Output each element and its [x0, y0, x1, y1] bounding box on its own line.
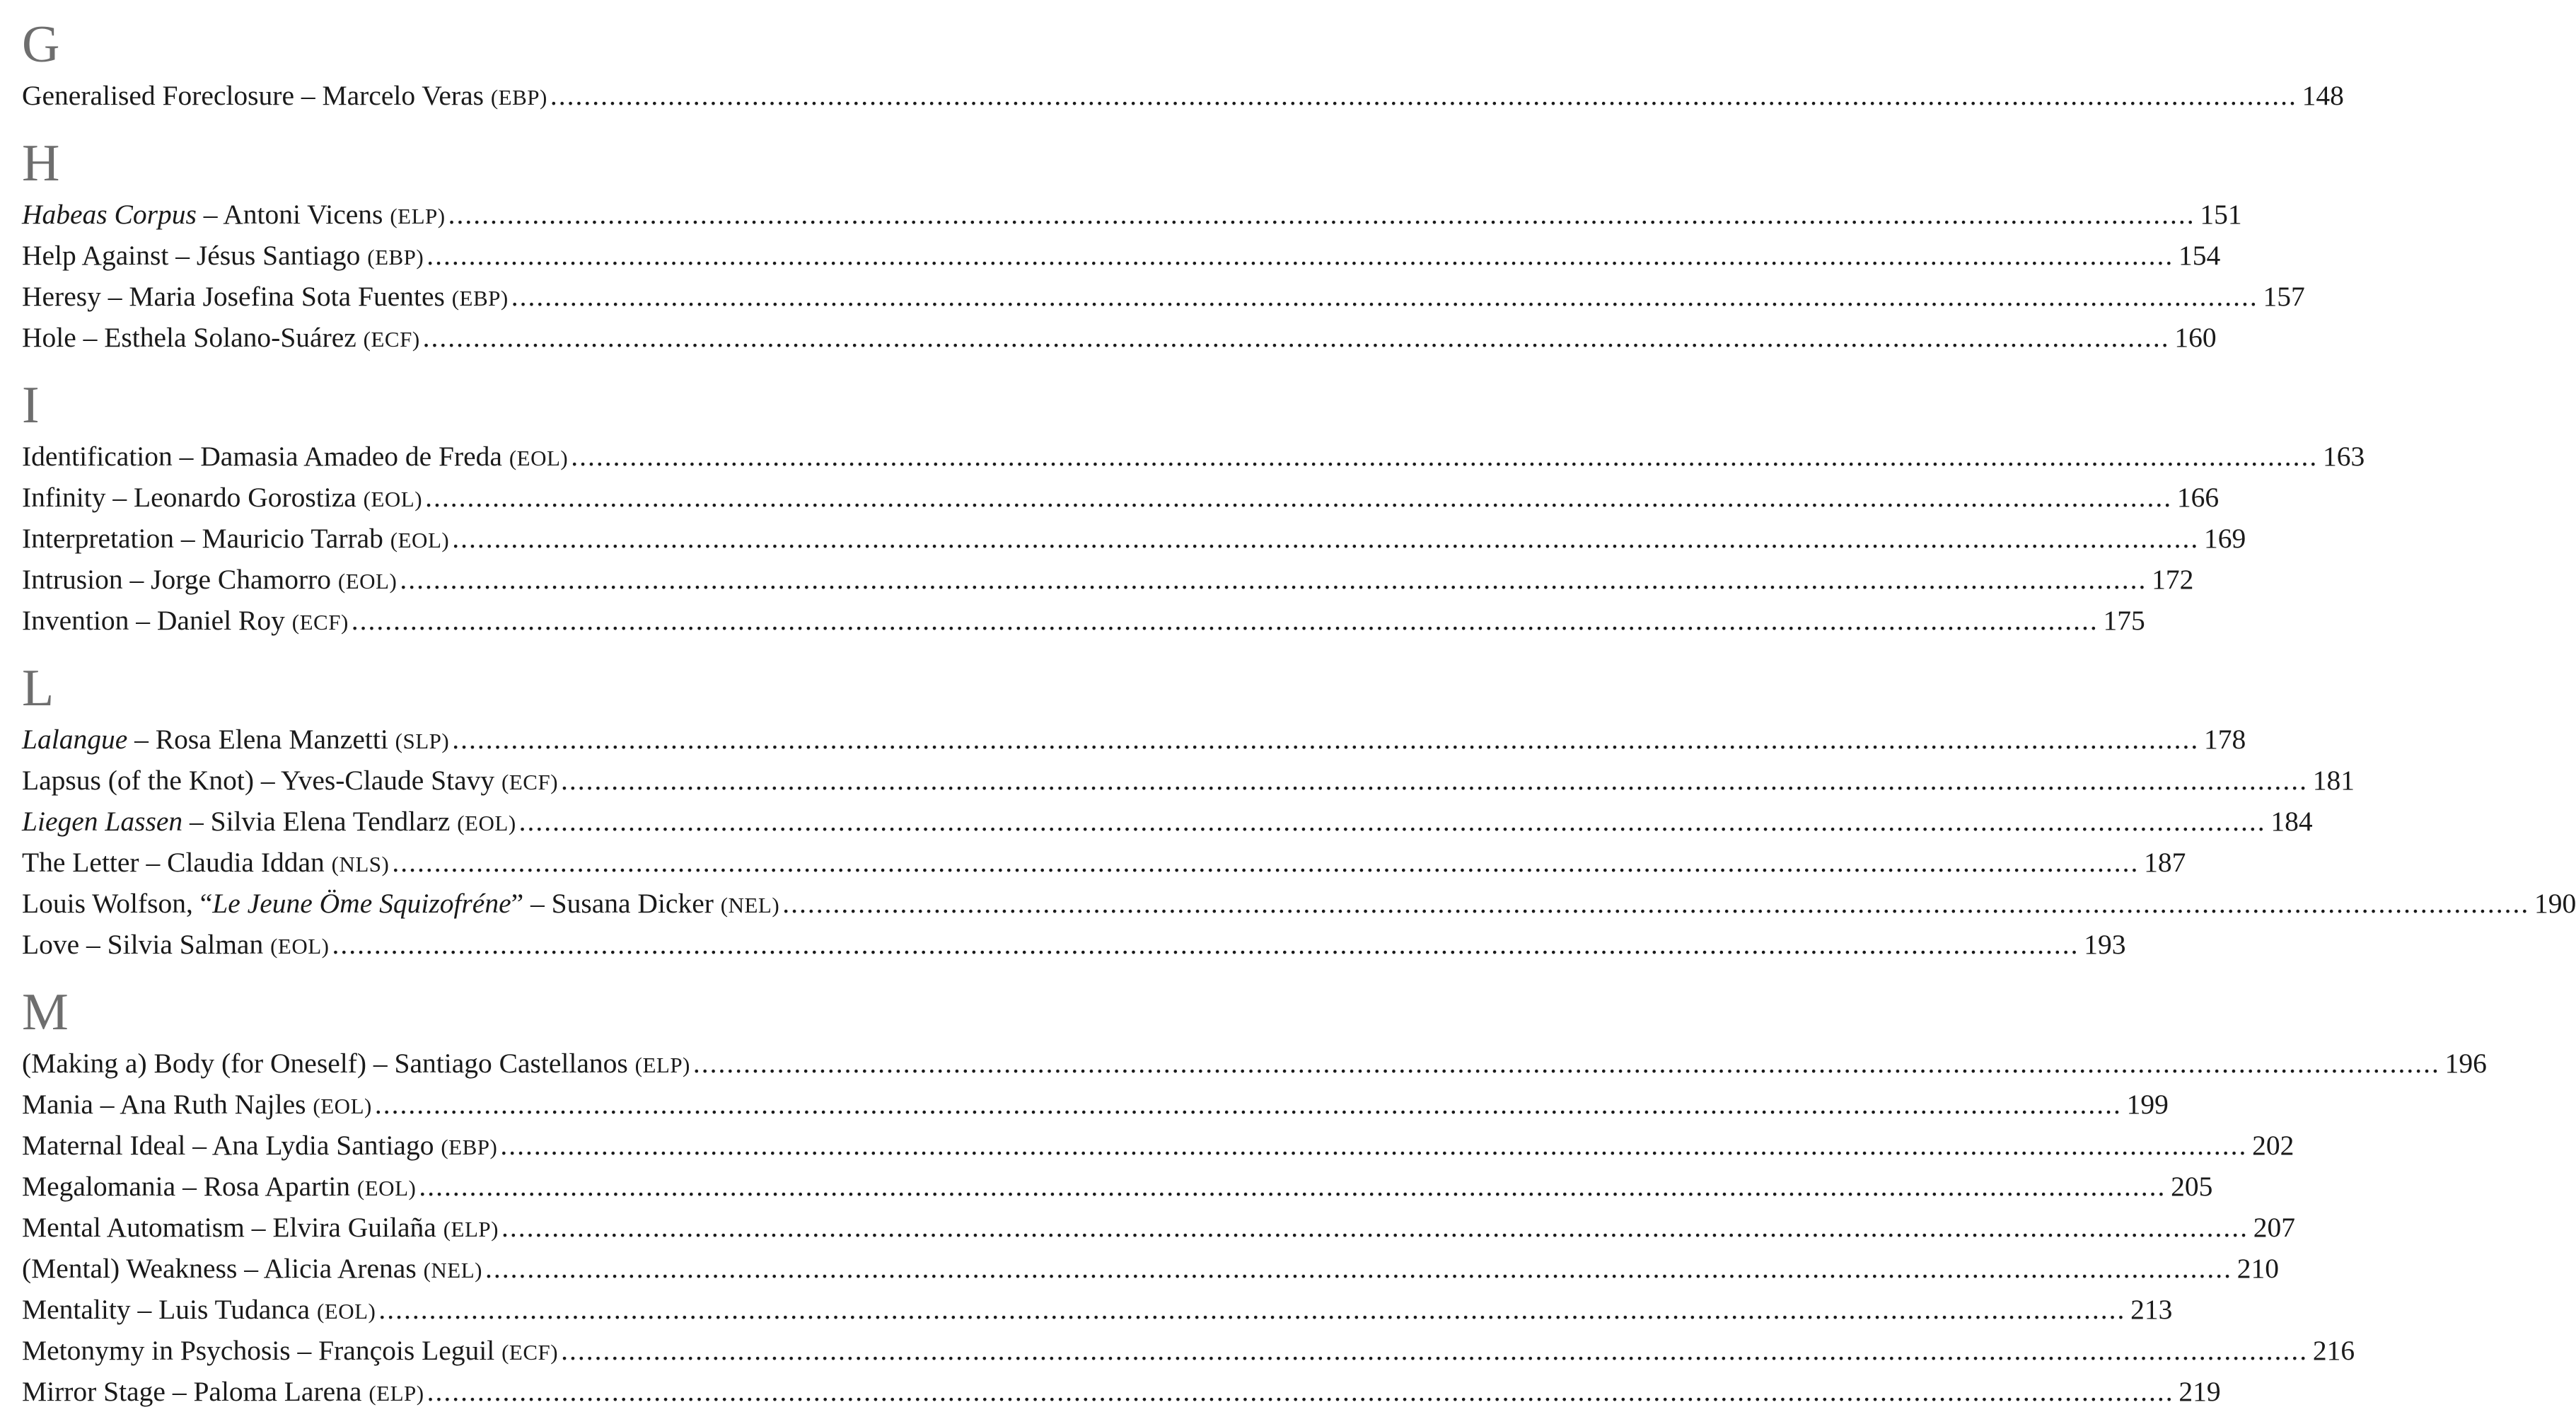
entry-text: [22, 317, 420, 360]
entry-title: Love: [22, 929, 80, 960]
dot-leader: ................................................................................................................................................................................................................: [511, 281, 2258, 312]
entry-school: (EBP): [451, 286, 509, 311]
toc-entry[interactable]: [22, 276, 2305, 317]
entry-author: Claudia Iddan: [167, 847, 325, 878]
entry-text: [22, 518, 449, 561]
toc-entry[interactable]: [22, 1207, 2295, 1248]
toc-entry[interactable]: [22, 883, 2576, 924]
entry-separator: –: [105, 482, 134, 513]
entry-title-suffix: ”: [511, 888, 524, 919]
entry-school: (EOL): [270, 934, 330, 959]
entry-text: [22, 276, 509, 319]
table-of-contents: [22, 0, 2576, 1412]
entry-author: Ana Ruth Najles: [120, 1089, 306, 1120]
dot-leader: ................................................................................................................................................................................................................: [571, 441, 2319, 472]
dot-leader: ................................................................................................................................................................................................................: [561, 765, 2309, 796]
entry-title: Mania: [22, 1089, 93, 1120]
entry-separator: –: [139, 847, 168, 878]
toc-entry[interactable]: [22, 436, 2365, 477]
entry-title: Heresy: [22, 281, 101, 312]
section-i: [22, 376, 2365, 641]
entry-school: (ELP): [634, 1053, 690, 1077]
entry-title: Megalomania: [22, 1171, 176, 1202]
entry-author: Damasia Amadeo de Freda: [200, 441, 502, 472]
dot-leader: ................................................................................................................................................................................................................: [425, 482, 2173, 513]
entry-separator: –: [244, 1212, 273, 1243]
entry-text: [22, 1166, 416, 1209]
entry-author: Esthela Solano-Suárez: [104, 322, 356, 353]
entry-school: (EOL): [363, 487, 423, 511]
entry-page-number: 210: [2236, 1253, 2279, 1284]
entry-separator: –: [129, 605, 157, 636]
toc-entry[interactable]: [22, 1084, 2169, 1125]
entry-text: [22, 1330, 558, 1373]
entry-author: Daniel Roy: [156, 605, 285, 636]
entry-page-number: 178: [2204, 724, 2246, 755]
entry-title: Metonymy in Psychosis: [22, 1335, 291, 1366]
entry-separator: –: [523, 888, 552, 919]
entry-separator: –: [175, 1171, 204, 1202]
entry-school: (EOL): [356, 1176, 417, 1200]
entry-separator: –: [366, 1048, 395, 1079]
entry-school: (ELP): [369, 1381, 424, 1406]
dot-leader: ................................................................................................................................................................................................................: [332, 929, 2079, 960]
dot-leader: ................................................................................................................................................................................................................: [485, 1253, 2232, 1284]
entry-author: Susana Dicker: [551, 888, 714, 919]
entry-school: (EOL): [316, 1299, 376, 1324]
entry-author: Ana Lydia Santiago: [211, 1130, 434, 1161]
toc-entry[interactable]: [22, 1248, 2279, 1289]
entry-author: Mauricio Tarrab: [202, 523, 383, 554]
toc-entry[interactable]: [22, 1043, 2487, 1084]
entry-separator: –: [185, 1130, 212, 1161]
section-letter: H: [22, 134, 60, 192]
toc-entry[interactable]: [22, 1125, 2294, 1166]
toc-entry[interactable]: [22, 1330, 2355, 1371]
entry-text: [22, 1289, 376, 1332]
entry-school: (ELP): [443, 1217, 499, 1241]
entry-separator: –: [79, 929, 108, 960]
entry-separator: –: [172, 441, 201, 472]
dot-leader: ................................................................................................................................................................................................................: [550, 80, 2297, 111]
entry-page-number: 151: [2200, 199, 2242, 230]
dot-leader: ................................................................................................................................................................................................................: [400, 564, 2147, 595]
entry-text: [22, 600, 349, 643]
entry-text: [22, 1248, 482, 1291]
dot-leader: ................................................................................................................................................................................................................: [392, 847, 2140, 878]
entry-school: (ECF): [363, 327, 420, 352]
entry-author: Maria Josefina Sota Fuentes: [129, 281, 445, 312]
dot-leader: ................................................................................................................................................................................................................: [351, 605, 2099, 636]
entry-author: Luis Tudanca: [158, 1294, 311, 1325]
entry-author: Silvia Elena Tendlarz: [210, 806, 451, 837]
entry-title: Infinity: [22, 482, 106, 513]
dot-leader: ................................................................................................................................................................................................................: [427, 240, 2174, 271]
entry-title-italic: Le Jeune Öme Squizofréne: [212, 888, 511, 919]
entry-page-number: 190: [2534, 888, 2576, 919]
entry-school: (NEL): [423, 1258, 482, 1283]
entry-page-number: 199: [2126, 1089, 2169, 1120]
entry-page-number: 163: [2322, 441, 2365, 472]
entry-page-number: 219: [2178, 1376, 2221, 1407]
entry-page-number: 160: [2174, 322, 2217, 353]
entry-school: (EOL): [390, 528, 450, 552]
entry-separator: –: [100, 281, 129, 312]
toc-entry[interactable]: [22, 600, 2145, 641]
entry-page-number: 172: [2152, 564, 2194, 595]
entry-school: (NLS): [331, 852, 390, 876]
entry-title: Mental Automatism: [22, 1212, 245, 1243]
entry-text: [22, 842, 389, 885]
entry-school: (EBP): [490, 85, 547, 110]
entry-text: [22, 883, 779, 926]
entry-separator: –: [122, 564, 151, 595]
entry-page-number: 216: [2312, 1335, 2355, 1366]
entry-author: Paloma Larena: [193, 1376, 362, 1407]
section-m: [22, 983, 2487, 1412]
entry-text: [22, 194, 446, 237]
entry-separator: –: [294, 80, 323, 111]
toc-entry[interactable]: [22, 1371, 2221, 1412]
section-letter: I: [22, 376, 40, 434]
entry-page-number: 202: [2252, 1130, 2294, 1161]
entry-text: [22, 1371, 424, 1414]
toc-entry[interactable]: [22, 477, 2220, 518]
entry-text: [22, 1125, 497, 1168]
entry-author: Antoni Vicens: [223, 199, 383, 230]
entry-separator: –: [130, 1294, 159, 1325]
entry-text: [22, 719, 449, 762]
entry-text: [22, 559, 397, 602]
entry-school: (SLP): [395, 729, 450, 753]
entry-separator: –: [254, 765, 282, 796]
entry-page-number: 166: [2176, 482, 2220, 513]
toc-entry[interactable]: [22, 842, 2186, 883]
entry-title: Liegen Lassen: [22, 806, 183, 837]
entry-author: Elvira Guilaña: [272, 1212, 436, 1243]
entry-page-number: 175: [2103, 605, 2145, 636]
entry-school: (EBP): [441, 1135, 498, 1159]
entry-school: (ECF): [291, 610, 349, 635]
toc-entry[interactable]: [22, 559, 2194, 600]
entry-author: Rosa Elena Manzetti: [155, 724, 388, 755]
entry-title: Mentality: [22, 1294, 131, 1325]
entry-text: [22, 1207, 499, 1250]
entry-text: [22, 477, 422, 520]
entry-school: (EOL): [457, 811, 516, 835]
entry-author: Silvia Salman: [107, 929, 264, 960]
entry-title: (Mental) Weakness: [22, 1253, 238, 1284]
entry-title: Intrusion: [22, 564, 123, 595]
entry-author: Santiago Castellanos: [394, 1048, 628, 1079]
entry-separator: –: [196, 199, 224, 230]
toc-entry[interactable]: [22, 1289, 2173, 1330]
toc-entry[interactable]: [22, 518, 2246, 559]
entry-separator: –: [168, 240, 197, 271]
dot-leader: ................................................................................................................................................................................................................: [561, 1335, 2309, 1366]
entry-title: Habeas Corpus: [22, 199, 197, 230]
entry-page-number: 187: [2144, 847, 2186, 878]
toc-entry[interactable]: [22, 194, 2242, 235]
toc-entry[interactable]: [22, 719, 2246, 760]
entry-page-number: 157: [2263, 281, 2305, 312]
toc-entry[interactable]: [22, 1166, 2213, 1207]
toc-entry[interactable]: [22, 924, 2126, 965]
entry-page-number: 213: [2130, 1294, 2173, 1325]
entry-title: Hole: [22, 322, 76, 353]
entry-author: Jorge Chamorro: [151, 564, 332, 595]
entry-separator: –: [76, 322, 105, 353]
entry-separator: –: [127, 724, 156, 755]
entry-page-number: 193: [2084, 929, 2126, 960]
entry-author: François Leguil: [318, 1335, 495, 1366]
entry-page-number: 207: [2253, 1212, 2295, 1243]
entry-page-number: 154: [2178, 240, 2221, 271]
entry-title: Lalangue: [22, 724, 128, 755]
dot-leader: ................................................................................................................................................................................................................: [782, 888, 2530, 919]
entry-text: [22, 924, 329, 967]
entry-text: [22, 436, 568, 479]
entry-separator: –: [182, 806, 211, 837]
entry-title: Invention: [22, 605, 129, 636]
dot-leader: ................................................................................................................................................................................................................: [378, 1294, 2126, 1325]
entry-separator: –: [237, 1253, 264, 1284]
entry-text: [22, 235, 424, 278]
dot-leader: ................................................................................................................................................................................................................: [518, 806, 2266, 837]
entry-title: The Letter: [22, 847, 139, 878]
dot-leader: ................................................................................................................................................................................................................: [427, 1376, 2174, 1407]
entry-separator: –: [165, 1376, 194, 1407]
entry-school: (EBP): [367, 245, 424, 270]
toc-entry[interactable]: [22, 235, 2221, 276]
entry-title: Mirror Stage: [22, 1376, 166, 1407]
section-letter: L: [22, 659, 54, 717]
entry-text: [22, 801, 516, 844]
toc-entry[interactable]: [22, 760, 2355, 801]
entry-author: Yves-Claude Stavy: [281, 765, 495, 796]
entry-title: Help Against: [22, 240, 169, 271]
entry-page-number: 205: [2171, 1171, 2213, 1202]
toc-entry[interactable]: [22, 75, 2344, 116]
section-l: [22, 659, 2576, 965]
entry-text: [22, 75, 547, 118]
entry-page-number: 196: [2444, 1048, 2487, 1079]
entry-author: Leonardo Gorostiza: [133, 482, 356, 513]
entry-page-number: 169: [2203, 523, 2246, 554]
entry-title: Lapsus (of the Knot): [22, 765, 254, 796]
entry-page-number: 184: [2270, 806, 2313, 837]
dot-leader: ................................................................................................................................................................................................................: [448, 199, 2195, 230]
toc-entry[interactable]: [22, 317, 2217, 358]
dot-leader: ................................................................................................................................................................................................................: [692, 1048, 2440, 1079]
entry-author: Jésus Santiago: [196, 240, 361, 271]
entry-title: Identification: [22, 441, 173, 472]
entry-text: [22, 1084, 372, 1127]
entry-school: (ELP): [390, 204, 446, 228]
dot-leader: ................................................................................................................................................................................................................: [374, 1089, 2122, 1120]
dot-leader: ................................................................................................................................................................................................................: [452, 523, 2200, 554]
entry-separator: –: [290, 1335, 319, 1366]
dot-leader: ................................................................................................................................................................................................................: [419, 1171, 2166, 1202]
entry-title: Maternal Ideal: [22, 1130, 186, 1161]
entry-title-prefix: Louis Wolfson, “: [22, 888, 213, 919]
entry-title: Interpretation: [22, 523, 174, 554]
entry-text: [22, 1043, 690, 1086]
entry-title: Generalised Foreclosure: [22, 80, 294, 111]
entry-separator: –: [93, 1089, 120, 1120]
entry-school: (ECF): [501, 1340, 559, 1365]
entry-page-number: 181: [2312, 765, 2355, 796]
entry-school: (EOL): [313, 1094, 372, 1118]
entry-title: (Making a) Body (for Oneself): [22, 1048, 367, 1079]
entry-school: (EOL): [337, 569, 398, 594]
entry-author: Alicia Arenas: [263, 1253, 417, 1284]
section-g: [22, 16, 2344, 116]
section-letter: M: [22, 983, 69, 1041]
entry-school: (NEL): [720, 893, 780, 918]
section-letter: G: [22, 16, 60, 74]
dot-leader: ................................................................................................................................................................................................................: [452, 724, 2200, 755]
entry-author: Marcelo Veras: [322, 80, 484, 111]
dot-leader: ................................................................................................................................................................................................................: [500, 1130, 2248, 1161]
entry-page-number: 148: [2302, 80, 2344, 111]
entry-school: (EOL): [509, 446, 569, 470]
dot-leader: ................................................................................................................................................................................................................: [501, 1212, 2249, 1243]
entry-separator: –: [173, 523, 202, 554]
entry-author: Rosa Apartin: [203, 1171, 351, 1202]
dot-leader: ................................................................................................................................................................................................................: [422, 322, 2170, 353]
section-h: [22, 134, 2305, 358]
entry-school: (ECF): [501, 770, 559, 794]
entry-text: [22, 760, 558, 803]
toc-entry[interactable]: [22, 801, 2313, 842]
